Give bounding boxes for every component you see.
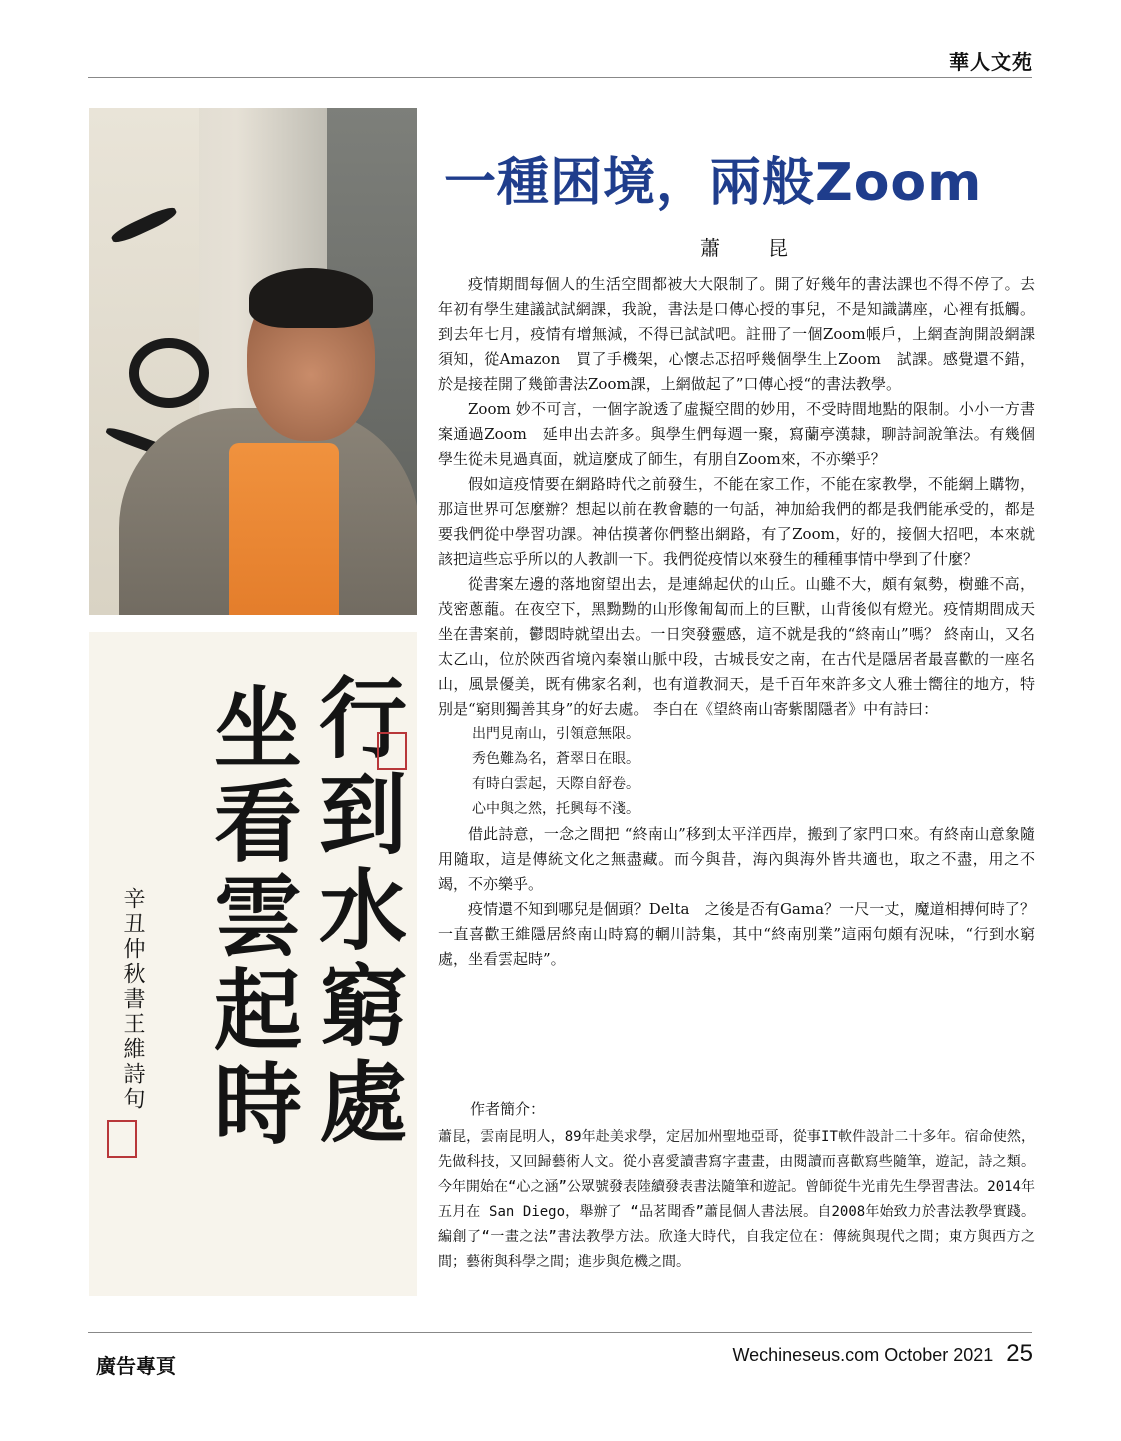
article-author: 蕭 昆 — [700, 236, 802, 260]
seal-stamp-top — [377, 732, 407, 770]
footer-site: Wechineseus.com — [732, 1345, 880, 1365]
calligraphy-inscription: 辛丑仲秋書王維詩句 — [120, 887, 145, 1112]
footer-issue: October 2021 — [884, 1345, 994, 1365]
footer-info — [732, 1340, 1033, 1368]
calligraphy-line-2: 坐看雲起時 — [200, 682, 304, 1152]
page-number: 25 — [1006, 1340, 1033, 1367]
paragraph: 疫情期間每個人的生活空間都被大大限制了。開了好幾年的書法課也不得不停了。去年初有學生建議試試網課，我說，書法是口傳心授的事兒，不是知識講座，心裡有抵觸。 到去年七月，疫情有增無減，不得已試試吧。註冊了一個Zoom帳戶，上網查詢開設網課須知，從Amazon 買了手機架，心懷忐忑招呼幾個學生上Zoom 試課。感覺還不錯，於是接茬開了幾節書法Zoom課，上網做起了”口傳心授“的書法教學。 — [438, 275, 1035, 393]
top-divider — [88, 77, 1032, 78]
calligraphy-artwork — [89, 632, 417, 1296]
bio-heading: 作者簡介： — [470, 1100, 546, 1118]
paragraph: Zoom 妙不可言，一個字說透了虛擬空間的妙用，不受時間地點的限制。小小一方書案通過Zoom 延申出去許多。與學生們每週一聚，寫蘭亭漢隸，聊詩詞說筆法。有幾個學生從未見過真面，就這麼成了師生，有朋自Zoom來，不亦樂乎？ — [438, 400, 1035, 468]
poem-line: 心中與之然，托興每不淺。 — [472, 801, 640, 817]
poem-line: 有時白雲起，天際自舒卷。 — [472, 776, 640, 792]
paragraph: 疫情還不知到哪兒是個頭？Delta 之後是否有Gama？一尺一丈，魔道相搏何時了？ 一直喜歡王維隱居終南山時寫的輞川詩集，其中“終南別業”這兩句頗有況味，“行到水窮處，坐看雲起時”。 — [438, 900, 1035, 968]
article-title: 一種困境，兩般Zoom — [444, 153, 983, 213]
seal-stamp-bottom — [107, 1120, 137, 1158]
poem-line: 出門見南山，引領意無限。 — [472, 726, 640, 742]
paragraph: 從書案左邊的落地窗望出去，是連綿起伏的山丘。山雖不大，頗有氣勢，樹雖不高，茂密蔥蘢。在夜空下，黑黝黝的山形像匍匐而上的巨獸，山背後似有燈光。疫情期間成天坐在書案前，鬱悶時就望出去。一日突發靈感，這不就是我的“終南山”嗎？ 終南山，又名太乙山，位於陝西省境內秦嶺山脈中段，古城長安之南，在古代是隱居者最喜歡的一座名山，風景優美，既有佛家名剎，也有道教洞天，是千百年來許多文人雅士嚮往的地方，特別是“窮則獨善其身”的好去處。 李白在《望終南山寄紫閣隱者》中有詩曰： — [438, 575, 1035, 718]
calligraphy-line-1: 行到水窮處 — [305, 672, 409, 1152]
paragraph: 假如這疫情要在網路時代之前發生，不能在家工作，不能在家教學，不能網上購物，那這世界可怎麼辦？想起以前在教會聽的一句話，神加給我們的都是我們能承受的，都是要我們從中學習功課。神估摸著你們整出網路，有了Zoom，好的，接個大招吧，本來就該把這些忘乎所以的人教訓一下。我們從疫情以來發生的種種事情中學到了什麼？ — [438, 475, 1035, 568]
bottom-divider — [88, 1332, 1032, 1333]
paragraph: 借此詩意，一念之間把 “終南山”移到太平洋西岸，搬到了家門口來。有終南山意象隨用隨取，這是傳統文化之無盡藏。而今與昔，海內與海外皆共適也，取之不盡，用之不竭，不亦樂乎。 — [438, 825, 1035, 893]
section-label: 華人文苑 — [949, 50, 1033, 74]
author-bio: 蕭昆，雲南昆明人，89年赴美求學，定居加州聖地亞哥，從事IT軟件設計二十多年。宿命使然，先做科技，又回歸藝術人文。從小喜愛讀書寫字畫畫，由閱讀而喜歡寫些隨筆，遊記，詩之類。今年開始在“心之涵”公眾號發表陸續發表書法隨筆和遊記。曾師從牛光甫先生學習書法。2014年五月在 San Diego，舉辦了 “品茗聞香”蕭昆個人書法展。自2008年始致力於書法教學實踐。編創了“一畫之法”書法教學方法。欣逢大時代，自我定位在：傳統與現代之間；東方與西方之間；藝術與科學之間；進步與危機之間。 — [438, 1129, 1035, 1270]
article-body — [438, 272, 1035, 972]
author-photo — [89, 108, 417, 615]
poem-line: 秀色難為名，蒼翠日在眼。 — [472, 751, 640, 767]
orange-shirt — [229, 443, 339, 615]
hair — [249, 268, 373, 328]
footer-ad-label: 廣告專頁 — [96, 1354, 176, 1378]
